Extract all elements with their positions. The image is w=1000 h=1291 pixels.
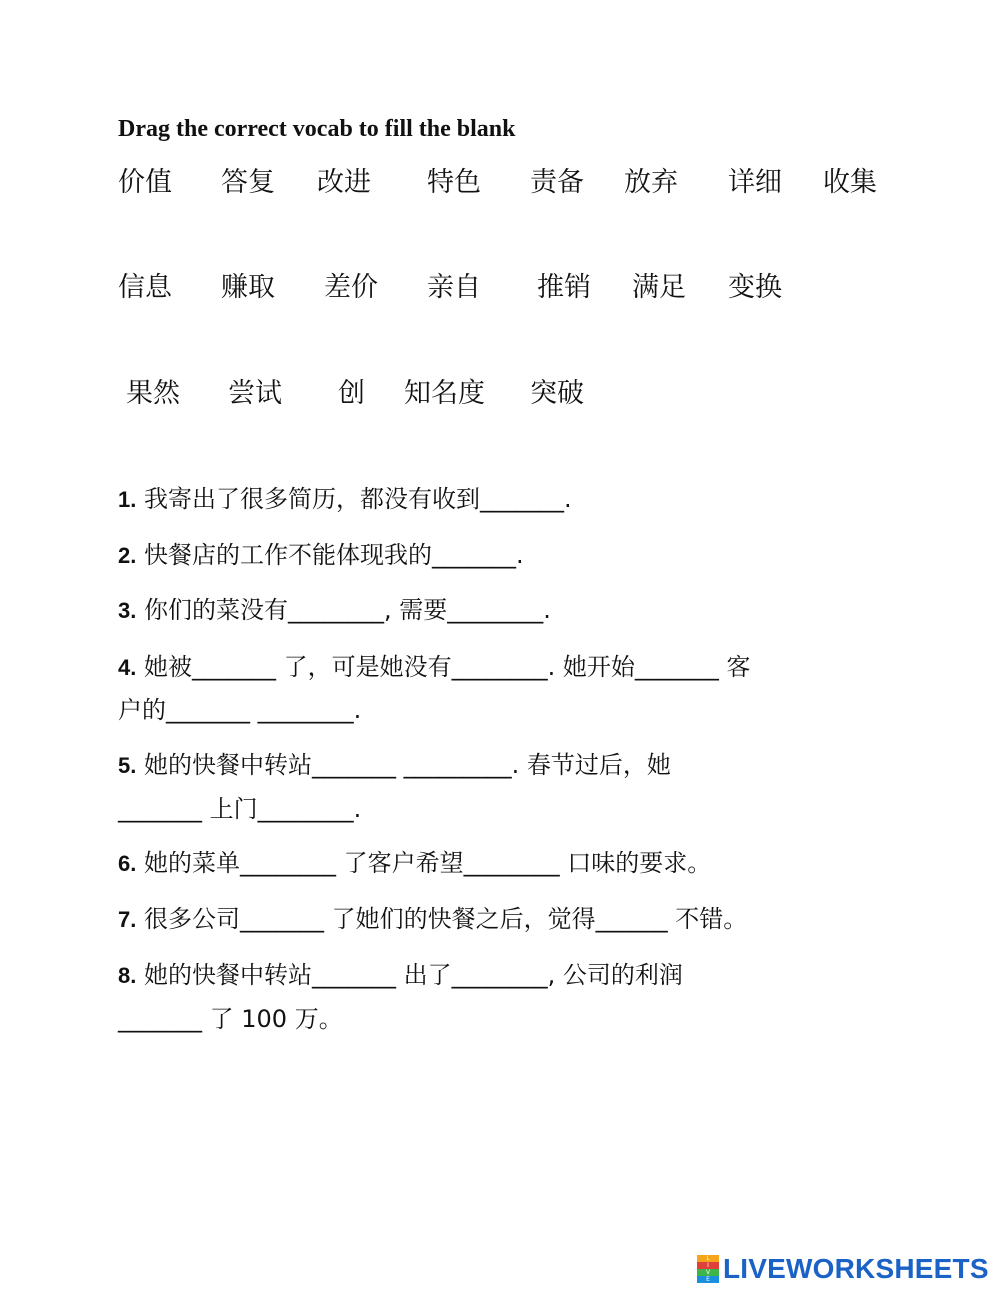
vocab-word[interactable]: 创 — [338, 378, 365, 409]
question-text: 很多公司_______ 了她们的快餐之后，觉得______ 不错。 — [144, 905, 748, 933]
liveworksheets-logo[interactable] — [697, 1254, 989, 1284]
vocab-word[interactable]: 推销 — [537, 272, 591, 303]
logo-mark-icon — [697, 1255, 719, 1283]
vocab-word[interactable]: 改进 — [317, 167, 371, 198]
logo-mark-i: I — [697, 1262, 719, 1269]
vocab-word[interactable]: 变换 — [728, 272, 782, 303]
question-number: 8. — [118, 963, 137, 988]
vocab-word[interactable]: 答复 — [221, 167, 275, 198]
logo-mark-l: L — [697, 1255, 719, 1262]
vocab-word[interactable]: 收集 — [823, 167, 877, 198]
question-text: 她的快餐中转站_______ 出了________, 公司的利润 — [144, 961, 683, 989]
vocab-word[interactable]: 特色 — [427, 167, 481, 198]
question-3 — [118, 593, 551, 628]
question-text: _______ 上门________. — [118, 795, 362, 823]
vocab-word[interactable]: 差价 — [324, 272, 378, 303]
question-text: 她被_______ 了，可是她没有________. 她开始_______ 客 — [144, 653, 751, 681]
vocab-word[interactable]: 果然 — [126, 378, 180, 409]
question-6 — [118, 846, 711, 881]
question-text: 你们的菜没有________, 需要________. — [144, 596, 551, 624]
question-4-continued — [118, 693, 361, 727]
question-5-continued — [118, 792, 361, 826]
question-number: 5. — [118, 753, 137, 778]
question-4 — [118, 650, 751, 685]
vocab-word[interactable]: 详细 — [728, 167, 782, 198]
question-text: 她的菜单________ 了客户希望________ 口味的要求。 — [144, 849, 712, 877]
question-8 — [118, 958, 683, 993]
vocab-word[interactable]: 放弃 — [624, 167, 678, 198]
vocab-word[interactable]: 价值 — [118, 167, 172, 198]
question-7 — [118, 902, 747, 937]
question-text: 她的快餐中转站_______ _________. 春节过后，她 — [144, 751, 671, 779]
logo-mark-e: E — [697, 1276, 719, 1283]
question-number: 3. — [118, 598, 137, 623]
question-number: 1. — [118, 487, 137, 512]
question-number: 2. — [118, 543, 137, 568]
logo-mark-v: V — [697, 1269, 719, 1276]
question-number: 4. — [118, 655, 137, 680]
question-text: 我寄出了很多简历，都没有收到_______. — [144, 485, 572, 513]
question-2 — [118, 538, 524, 573]
vocab-word[interactable]: 尝试 — [228, 378, 282, 409]
vocab-word[interactable]: 赚取 — [221, 272, 275, 303]
question-number: 6. — [118, 851, 137, 876]
question-1 — [118, 482, 572, 517]
question-text: 快餐店的工作不能体现我的_______. — [144, 541, 524, 569]
question-5 — [118, 748, 671, 783]
logo-text: LIVEWORKSHEETS — [723, 1253, 989, 1284]
question-text: _______ 了 100 万。 — [118, 1005, 343, 1033]
question-text: 户的_______ ________. — [118, 696, 362, 724]
vocab-word[interactable]: 信息 — [118, 272, 172, 303]
vocab-word[interactable]: 责备 — [530, 167, 584, 198]
question-8-continued — [118, 1002, 343, 1036]
vocab-word[interactable]: 突破 — [530, 378, 584, 409]
question-number: 7. — [118, 907, 137, 932]
vocab-word[interactable]: 知名度 — [404, 378, 485, 409]
vocab-word[interactable]: 亲自 — [427, 272, 481, 303]
vocab-word[interactable]: 满足 — [632, 272, 686, 303]
instruction-heading: Drag the correct vocab to fill the blank — [118, 116, 516, 142]
